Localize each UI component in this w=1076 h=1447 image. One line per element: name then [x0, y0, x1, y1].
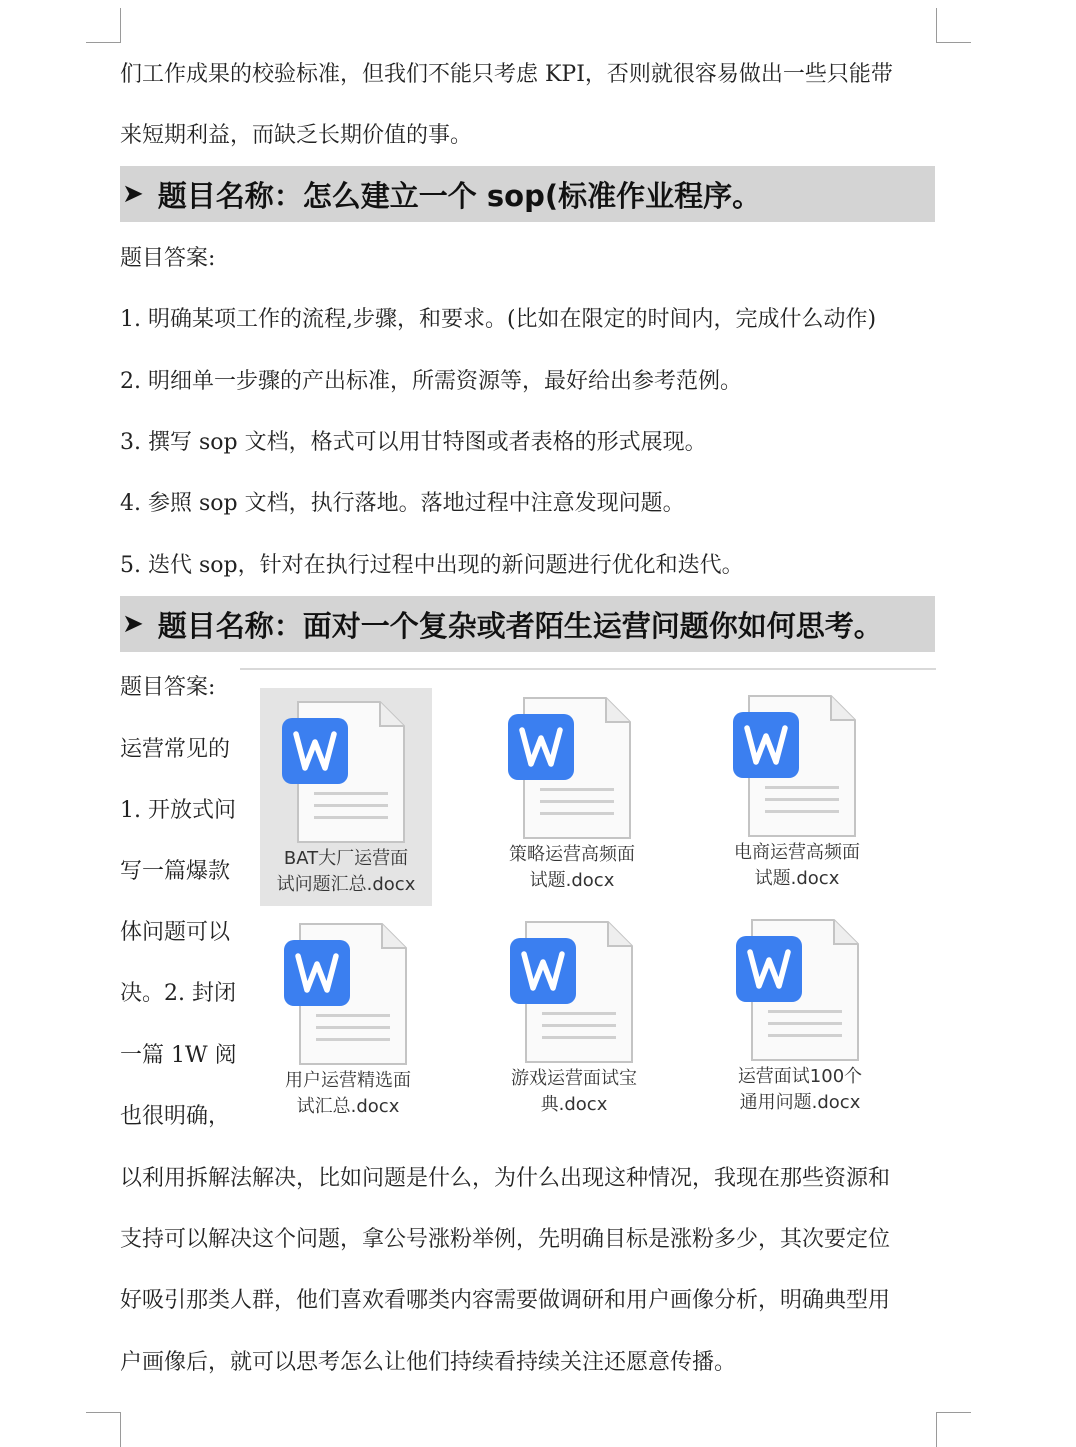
body-text-line-partial: 一篇 1W 阅 — [120, 1043, 237, 1068]
question-heading — [120, 166, 935, 222]
body-text-line: 们工作成果的校验标准，但我们不能只考虑 KPI，否则就很容易做出一些只能带 — [120, 62, 893, 87]
file-item-2[interactable] — [486, 684, 658, 902]
body-text-line-partial: 写一篇爆款 — [120, 859, 231, 884]
file-name: 游戏运营面试宝 典.docx — [511, 1068, 637, 1115]
page-corner-mark-bottom-left — [86, 1412, 121, 1447]
body-text-line-partial: 1. 开放式问 — [120, 798, 236, 823]
file-item-1[interactable] — [260, 688, 432, 906]
arrow-bullet-icon: ➤ — [122, 609, 144, 639]
file-name: BAT大厂运营面 试问题汇总.docx — [276, 848, 416, 895]
file-name: 运营面试100个 通用问题.docx — [737, 1066, 863, 1113]
file-item-6[interactable] — [714, 906, 886, 1124]
body-text-line: 支持可以解决这个问题，拿公号涨粉举例，先明确目标是涨粉多少，其次要定位 — [120, 1227, 891, 1252]
body-text-line: 来短期利益，而缺乏长期价值的事。 — [120, 123, 473, 148]
question-heading-text: 题目名称：怎么建立一个 sop(标准作业程序。 — [157, 178, 762, 213]
body-text-line: 以利用拆解法解决，比如问题是什么，为什么出现这种情况，我现在那些资源和 — [120, 1166, 891, 1191]
answer-list-item: 3. 撰写 sop 文档，格式可以用甘特图或者表格的形式展现。 — [120, 430, 707, 455]
body-text-line: 好吸引那类人群，他们喜欢看哪类内容需要做调研和用户画像分析，明确典型用 — [120, 1288, 891, 1313]
file-name: 用户运营精选面 试汇总.docx — [285, 1070, 411, 1117]
file-item-3[interactable] — [711, 682, 883, 900]
body-text-line: 户画像后，就可以思考怎么让他们持续看持续关注还愿意传播。 — [120, 1350, 737, 1375]
question-heading-text: 题目名称：面对一个复杂或者陌生运营问题你如何思考。 — [157, 608, 883, 643]
page-corner-mark-bottom-right — [936, 1412, 971, 1447]
file-name: 策略运营高频面 试题.docx — [509, 844, 635, 891]
page-corner-mark-top-right — [936, 8, 971, 43]
body-text-line-partial: 决。2. 封闭 — [120, 981, 236, 1006]
file-item-4[interactable] — [262, 910, 434, 1128]
answer-list-item: 5. 迭代 sop，针对在执行过程中出现的新问题进行优化和迭代。 — [120, 553, 744, 578]
answer-list-item: 4. 参照 sop 文档，执行落地。落地过程中注意发现问题。 — [120, 491, 685, 516]
answer-label: 题目答案: — [120, 675, 216, 700]
body-text-line-partial: 也很明确， — [120, 1104, 231, 1129]
answer-list-item: 2. 明细单一步骤的产出标准，所需资源等，最好给出参考范例。 — [120, 369, 742, 394]
file-browser-overlay — [240, 668, 936, 1148]
question-heading — [120, 596, 935, 652]
answer-list-item: 1. 明确某项工作的流程,步骤，和要求。(比如在限定的时间内，完成什么动作) — [120, 307, 877, 332]
file-name: 电商运营高频面 试题.docx — [734, 842, 860, 889]
file-item-5[interactable] — [488, 908, 660, 1126]
page-corner-mark-top-left — [86, 8, 121, 43]
body-text-line-partial: 体问题可以 — [120, 920, 231, 945]
answer-label: 题目答案: — [120, 246, 216, 271]
arrow-bullet-icon: ➤ — [122, 179, 144, 209]
body-text-line-partial: 运营常见的 — [120, 737, 231, 762]
